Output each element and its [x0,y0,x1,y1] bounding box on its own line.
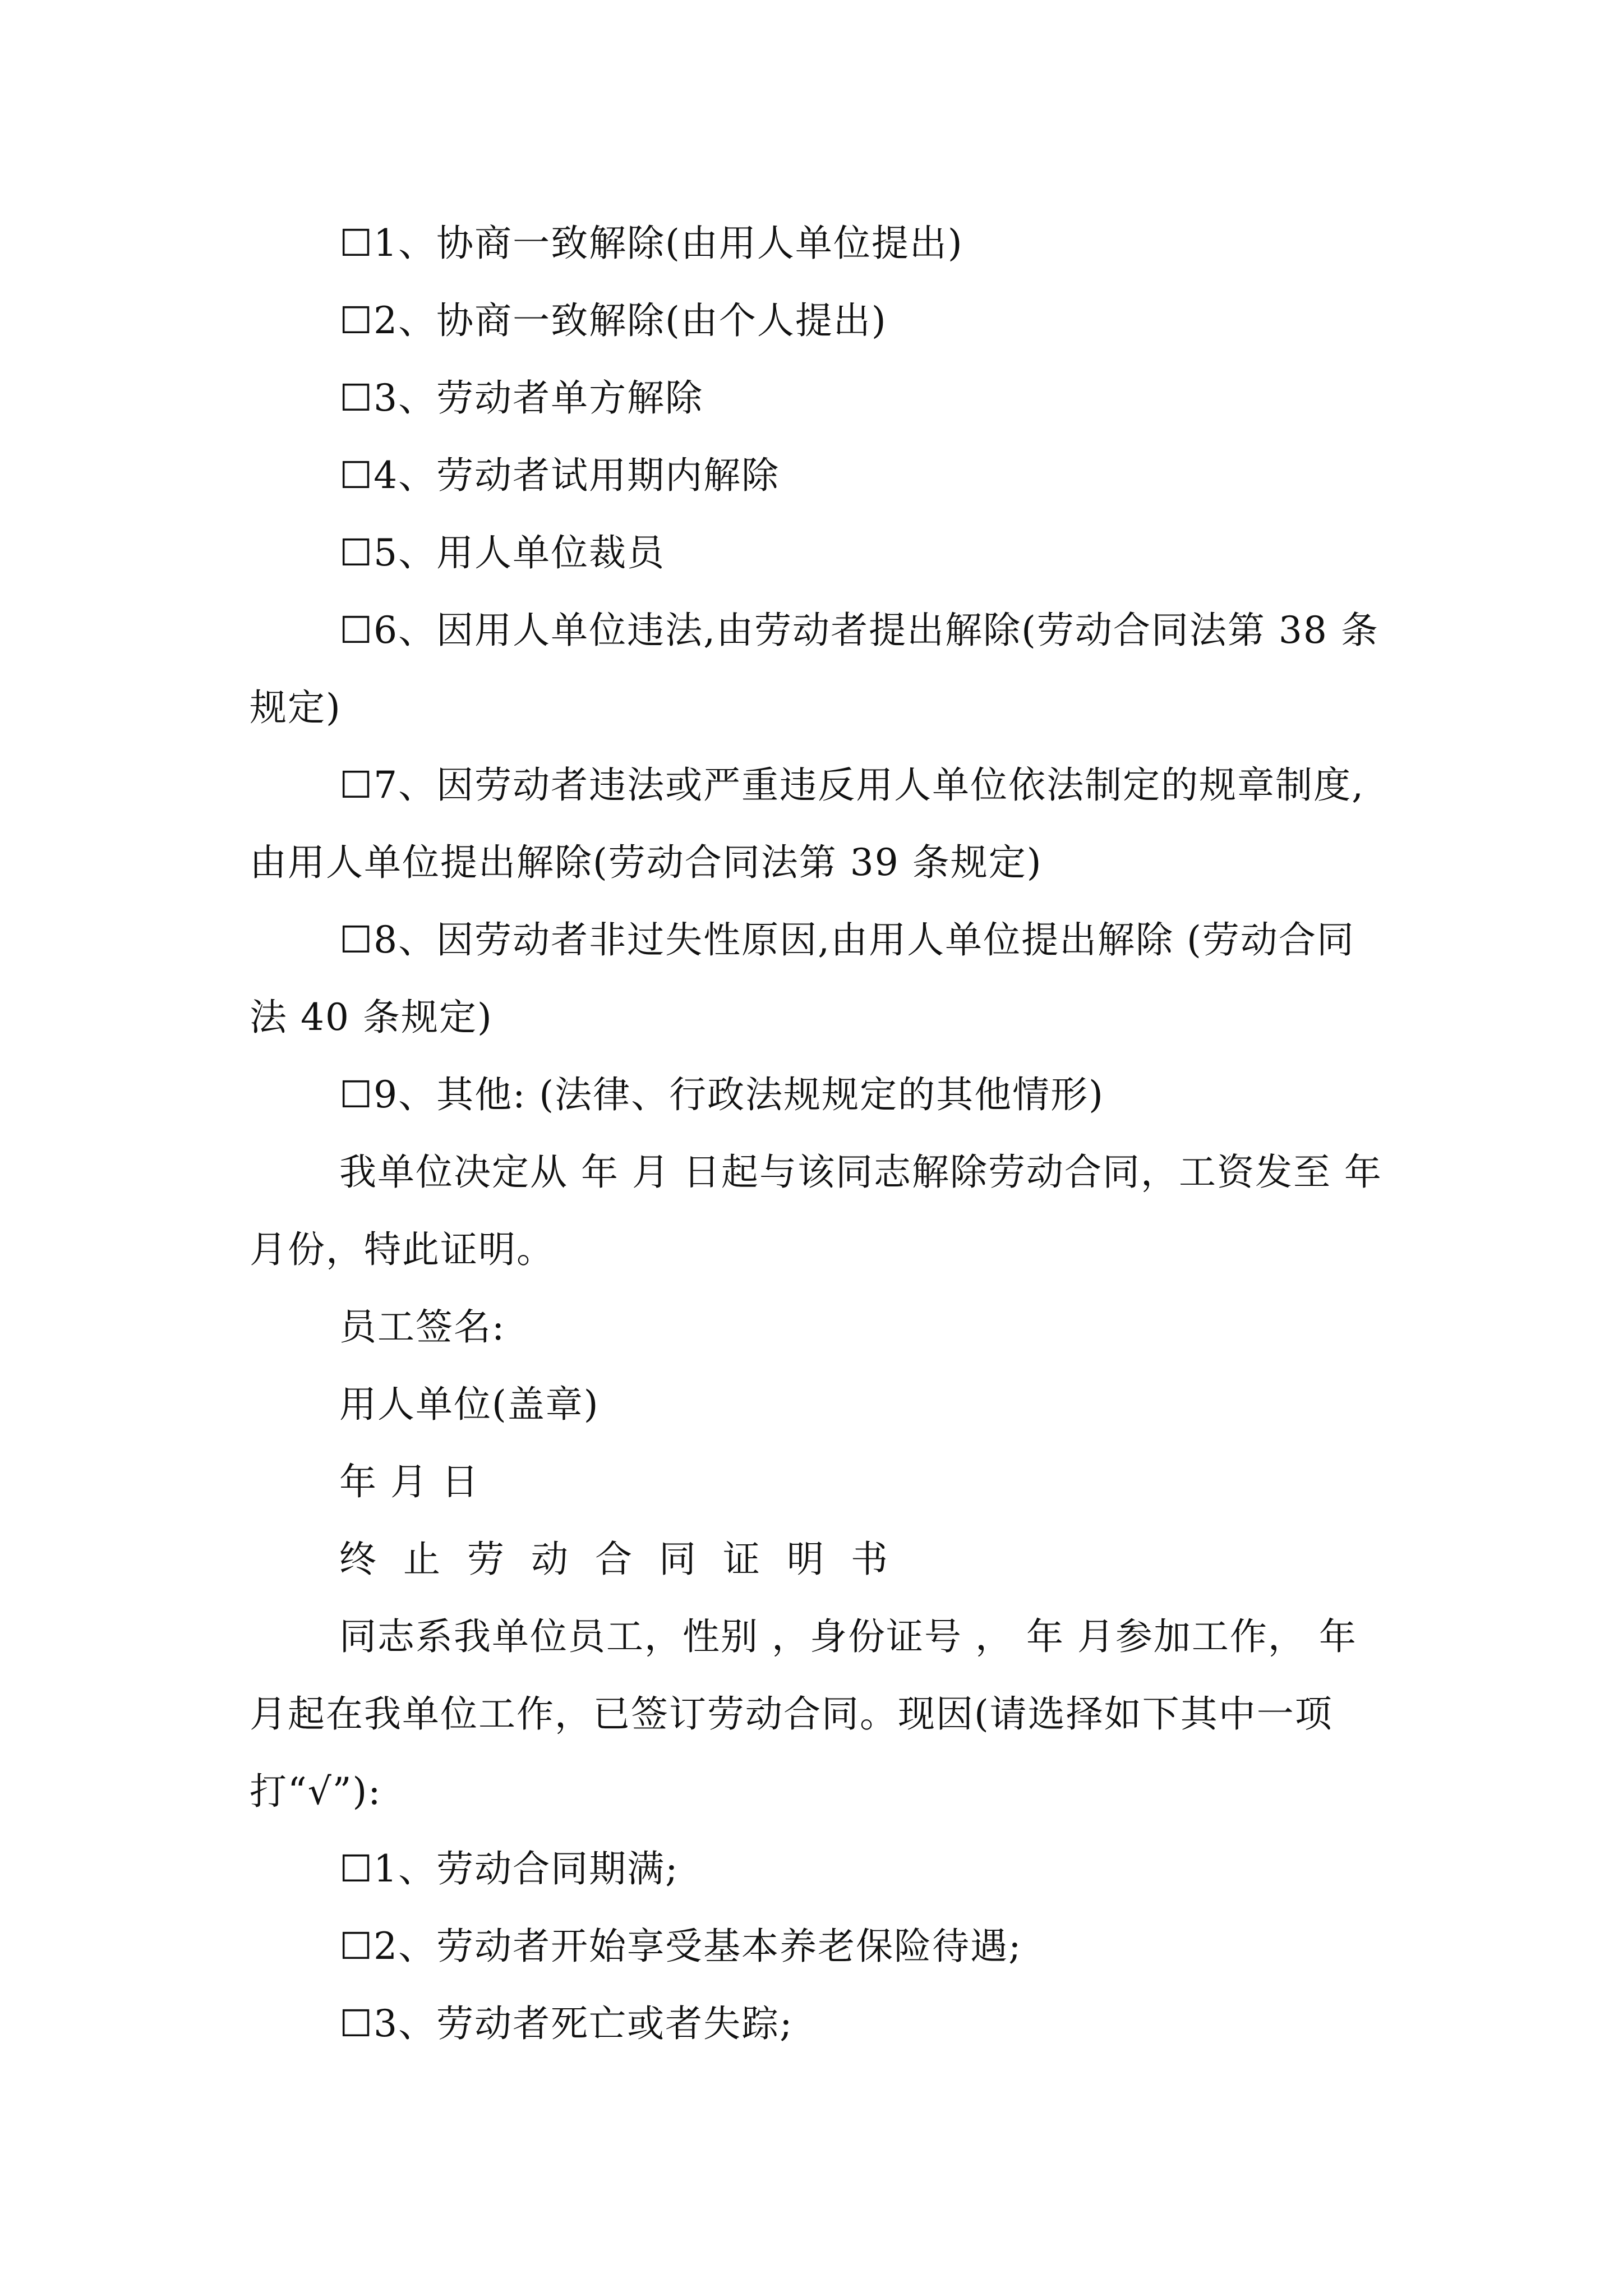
option-4-probation-termination: ☐4、劳动者试用期内解除 [339,454,780,497]
employee-signature-label: 员工签名: [339,1305,506,1349]
option-1-mutual-by-employer: ☐1、协商一致解除(由用人单位提出) [339,222,963,265]
document-body [250,205,1388,2063]
employer-seal-label: 用人单位(盖章) [339,1383,600,1426]
date-line: 年 月 日 [339,1460,479,1503]
option-6-employer-violation: ☐6、因用人单位违法,由劳动者提出解除(劳动合同法第 38 条规定) [250,609,1379,729]
option-7-employee-violation: ☐7、因劳动者违法或严重违反用人单位依法制定的规章制度,由用人单位提出解除(劳动合同法第 39 条规定) [250,763,1365,884]
end-option-3-death-missing: ☐3、劳动者死亡或者失踪; [339,2002,794,2045]
termination-decision-text: 我单位决定从 年 月 日起与该同志解除劳动合同，工资发至 年 月份，特此证明。 [250,1151,1382,1271]
option-9-other: ☐9、其他: (法律、行政法规规定的其他情形) [339,1073,1104,1116]
option-8-non-fault: ☐8、因劳动者非过失性原因,由用人单位提出解除 (劳动合同法 40 条规定) [250,918,1355,1039]
option-3-employee-unilateral: ☐3、劳动者单方解除 [339,376,704,420]
end-option-1-contract-expired: ☐1、劳动合同期满; [339,1847,679,1890]
option-5-layoff: ☐5、用人单位裁员 [339,531,666,574]
section-title: 终止劳动合同证明书 [339,1538,915,1581]
option-2-mutual-by-individual: ☐2、协商一致解除(由个人提出) [339,299,887,342]
certificate-intro-text: 同志系我单位员工，性别 ，身份证号 ， 年 月参加工作， 年 月起在我单位工作，已签订劳动合同。现因(请选择如下其中一项打“√”): [250,1615,1357,1813]
end-option-2-pension: ☐2、劳动者开始享受基本养老保险待遇; [339,1925,1022,1968]
